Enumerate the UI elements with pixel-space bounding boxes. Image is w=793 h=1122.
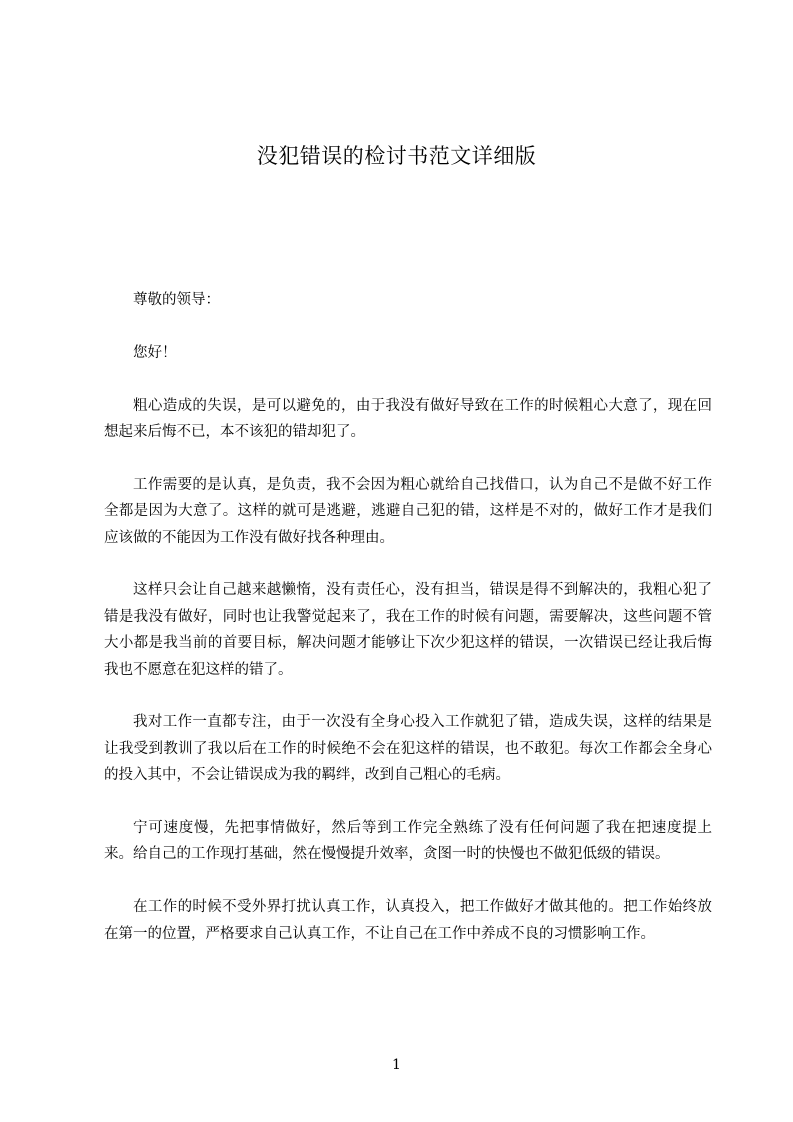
paragraph-3: 这样只会让自己越来越懒惰，没有责任心，没有担当，错误是得不到解决的，我粗心犯了错是我没有做好，同时也让我警觉起来了，我在工作的时候有问题，需要解决，这些问题不管大小都是我当前的首要目标，解决问题才能够让下次少犯这样的错误，一次错误已经让我后悔我也不愿意在犯这样的错了。 bbox=[104, 582, 712, 678]
document-title: 没犯错误的检讨书范文详细版 bbox=[256, 144, 537, 168]
paragraph-4: 我对工作一直都专注，由于一次没有全身心投入工作就犯了错，造成失误，这样的结果是让我受到教训了我以后在工作的时候绝不会在犯这样的错误，也不敢犯。每次工作都会全身心的投入其中，不会让错误成为我的羁绊，改到自己粗心的毛病。 bbox=[104, 714, 712, 784]
paragraph-1: 粗心造成的失误，是可以避免的，由于我没有做好导致在工作的时候粗心大意了，现在回想起来后悔不已，本不该犯的错却犯了。 bbox=[104, 397, 712, 440]
salutation: 尊敬的领导： bbox=[133, 292, 220, 308]
page-number: 1 bbox=[392, 1057, 401, 1073]
paragraph-6: 在工作的时候不受外界打扰认真工作，认真投入，把工作做好才做其他的。把工作始终放在第一的位置，严格要求自己认真工作，不让自己在工作中养成不良的习惯影响工作。 bbox=[104, 899, 712, 942]
paragraph-2: 工作需要的是认真，是负责，我不会因为粗心就给自己找借口，认为自己不是做不好工作全都是因为大意了。这样的就可是逃避，逃避自己犯的错，这样是不对的，做好工作才是我们应该做的不能因为工作没有做好找各种理由。 bbox=[104, 476, 712, 546]
paragraph-5: 宁可速度慢，先把事情做好，然后等到工作完全熟练了没有任何问题了我在把速度提上来。给自己的工作现打基础，然在慢慢提升效率，贪图一时的快慢也不做犯低级的错误。 bbox=[104, 820, 712, 863]
greeting: 您好！ bbox=[133, 344, 177, 361]
document-body bbox=[104, 287, 712, 973]
